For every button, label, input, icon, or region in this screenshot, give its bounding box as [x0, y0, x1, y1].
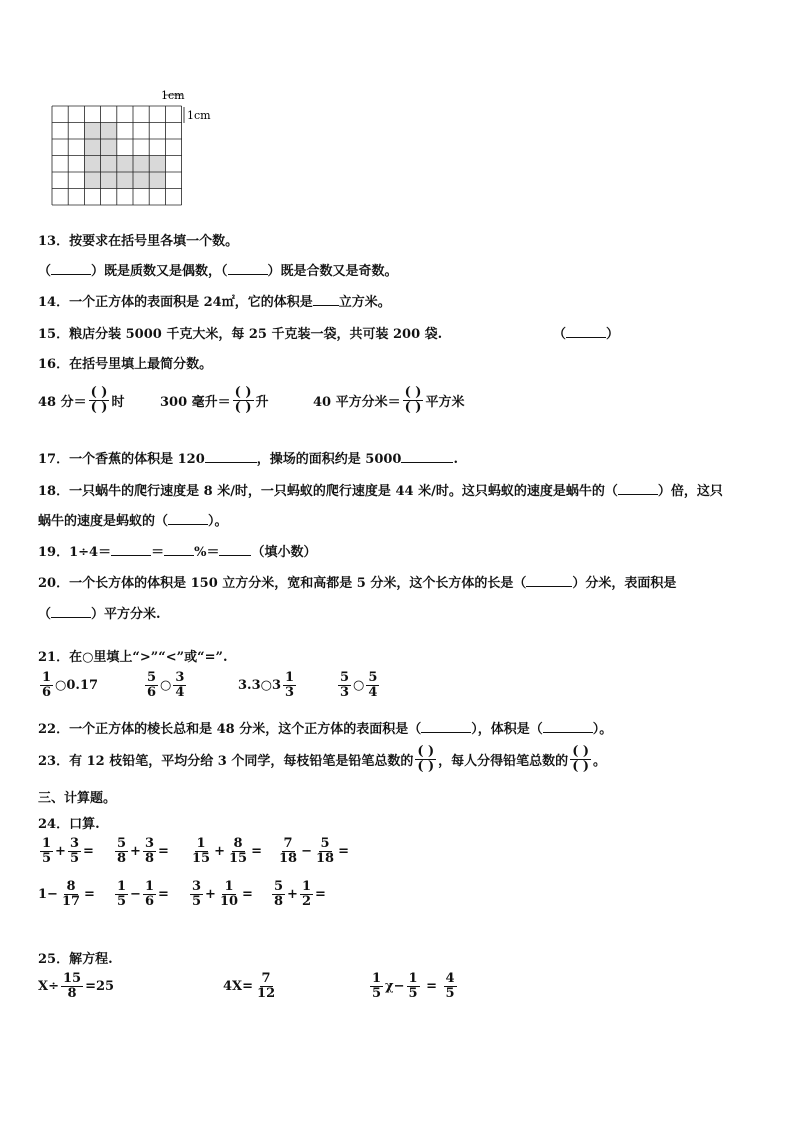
q16-1-num[interactable]: ( ): [90, 385, 108, 400]
q16-1-den[interactable]: ( ): [90, 399, 108, 415]
q24-expr: 1− $\frac{8}{17}$ =: [38, 879, 95, 909]
q24-answer-slot[interactable]: =: [84, 886, 95, 902]
q23-frac2-num[interactable]: ( ): [572, 744, 590, 759]
q15-text: 15．粮店分装 5000 千克大米，每 25 千克装一袋，共可装 200 袋.: [38, 327, 443, 342]
q19-blank-1[interactable]: [111, 543, 151, 556]
q23-frac1-num[interactable]: ( ): [417, 744, 435, 759]
q17-blank-1[interactable]: [205, 450, 257, 463]
compare-circle[interactable]: ○: [160, 677, 172, 693]
q24-expr: $\frac{7}{18}$ − $\frac{5}{18}$ =: [279, 836, 349, 866]
q13-line: （ ）既是质数又是偶数，（ ）既是合数又是奇数。: [38, 264, 398, 279]
q18-blank-1[interactable]: [618, 482, 658, 495]
q17: 17．一个香蕉的体积是 120 ，操场的面积约是 5000 .: [38, 452, 459, 467]
shaded-cell: [84, 156, 100, 173]
q17-blank-2[interactable]: [401, 450, 453, 463]
grid-figure: [48, 88, 223, 206]
q16-item-2: 300 毫升＝ $\frac{( )}{( )}$ 升: [160, 385, 269, 415]
compare-circle[interactable]: ○: [353, 677, 365, 693]
q23: 23．有 12 枝铅笔，平均分给 3 个同学，每枝铅笔是铅笔总数的 $\frac{( )}{( )}$ ，每人分得铅笔总数的 $\frac{( )}{( )}$ 。: [38, 744, 607, 774]
compare-circle[interactable]: 3.3○3: [238, 677, 282, 693]
shaded-cell: [101, 156, 117, 173]
q22-blank-2[interactable]: [543, 720, 593, 733]
shaded-cell: [117, 156, 133, 173]
q21-item-4: $\frac{5}{3}$ ○ $\frac{5}{4}$: [340, 670, 378, 700]
q15-blank[interactable]: [566, 325, 606, 338]
label-1cm-top: 1cm: [161, 89, 185, 102]
q24-expr: $\frac{5}{8}$ + $\frac{1}{2}$ =: [274, 879, 326, 909]
shaded-cell: [117, 172, 133, 189]
q24-title: 24．口算.: [38, 817, 100, 832]
q15-answer: （ ）: [553, 327, 620, 342]
q19: 19．1÷4＝ ＝ %＝ （填小数）: [38, 545, 317, 560]
q16-title: 16．在括号里填上最简分数。: [38, 357, 213, 372]
q21-item-2: $\frac{5}{6}$ ○ $\frac{3}{4}$: [147, 670, 185, 700]
section-3-heading: 三、计算题。: [38, 791, 117, 806]
q13-blank-2[interactable]: [228, 262, 268, 275]
q20-blank-1[interactable]: [526, 574, 572, 587]
label-1cm-side: 1cm: [187, 109, 211, 122]
shaded-cell: [149, 172, 165, 189]
q14-blank[interactable]: [313, 293, 339, 306]
shaded-cell: [149, 156, 165, 173]
q16-item-1: 48 分＝ $\frac{( )}{( )}$ 时: [38, 385, 125, 415]
q24-answer-slot[interactable]: =: [158, 843, 169, 859]
q16-2-den[interactable]: ( ): [234, 399, 252, 415]
q24-expr: $\frac{3}{5}$ + $\frac{1}{10}$ =: [192, 879, 253, 909]
q24-answer-slot[interactable]: =: [158, 886, 169, 902]
q13-blank-1[interactable]: [51, 262, 91, 275]
q25-eq-1: X÷ $\frac{15}{8}$ =25: [38, 971, 115, 1001]
q16-item-3: 40 平方分米＝ $\frac{( )}{( )}$ 平方米: [313, 385, 465, 415]
q18-blank-2[interactable]: [168, 512, 208, 525]
q24-expr: $\frac{5}{8}$ + $\frac{3}{8}$ =: [117, 836, 169, 866]
q20-line-1: 20．一个长方体的体积是 150 立方分米，宽和高都是 5 分米，这个长方体的长是（ ）分米，表面积是: [38, 576, 677, 591]
q16-2-num[interactable]: ( ): [234, 385, 252, 400]
q16-3-den[interactable]: ( ): [404, 399, 422, 415]
q24-answer-slot[interactable]: =: [251, 843, 262, 859]
q19-blank-2[interactable]: [164, 543, 194, 556]
q23-frac2-den[interactable]: ( ): [572, 758, 590, 774]
q16-3-num[interactable]: ( ): [404, 385, 422, 400]
q13-title: 13．按要求在括号里各填一个数。: [38, 234, 239, 249]
compare-circle[interactable]: ○0.17: [55, 677, 99, 693]
q24-expr: $\frac{1}{5}$ − $\frac{1}{6}$ =: [117, 879, 169, 909]
q22-blank-1[interactable]: [421, 720, 471, 733]
shaded-cell: [101, 139, 117, 156]
shaded-cell: [133, 156, 149, 173]
shaded-cell: [101, 123, 117, 140]
shaded-cell: [133, 172, 149, 189]
q24-expr: $\frac{1}{15}$ + $\frac{8}{15}$ =: [192, 836, 262, 866]
q24-answer-slot[interactable]: =: [338, 843, 349, 859]
shaded-cell: [84, 123, 100, 140]
shaded-cell: [101, 172, 117, 189]
q19-blank-3[interactable]: [219, 543, 251, 556]
q22: 22．一个正方体的棱长总和是 48 分米，这个正方体的表面积是（ ），体积是（ ）。: [38, 722, 613, 737]
q21-title: 21．在○里填上“>”“<”或“=”.: [38, 650, 228, 665]
q20-blank-2[interactable]: [51, 605, 91, 618]
q18-line-2: 蜗牛的速度是蚂蚁的（ ）。: [38, 514, 228, 529]
q25-title: 25．解方程.: [38, 952, 113, 967]
q21-item-1: $\frac{1}{6}$ ○0.17: [42, 670, 99, 700]
q24-answer-slot[interactable]: =: [315, 886, 326, 902]
q18-line-1: 18．一只蜗牛的爬行速度是 8 米/时，一只蚂蚁的爬行速度是 44 米/时。这只蚂蚁的速度是蜗牛的（ ）倍，这只: [38, 484, 723, 499]
q25-eq-3: $\frac{1}{5}$ χ− $\frac{1}{5}$ = $\frac{4}{5}$: [372, 971, 455, 1001]
q24-answer-slot[interactable]: =: [242, 886, 253, 902]
q24-answer-slot[interactable]: =: [83, 843, 94, 859]
q20-line-2: （ ）平方分米.: [38, 607, 161, 622]
shaded-cell: [84, 139, 100, 156]
q21-item-3: 3.3○3 $\frac{1}{3}$: [238, 670, 295, 700]
q23-frac1-den[interactable]: ( ): [417, 758, 435, 774]
q14: 14．一个正方体的表面积是 24㎡，它的体积是 立方米。: [38, 295, 391, 310]
grid-lines: [52, 106, 182, 205]
q24-expr: $\frac{1}{5}$ + $\frac{3}{5}$ =: [42, 836, 94, 866]
q25-eq-2: 4X= $\frac{7}{12}$: [223, 971, 276, 1001]
shaded-cell: [84, 172, 100, 189]
